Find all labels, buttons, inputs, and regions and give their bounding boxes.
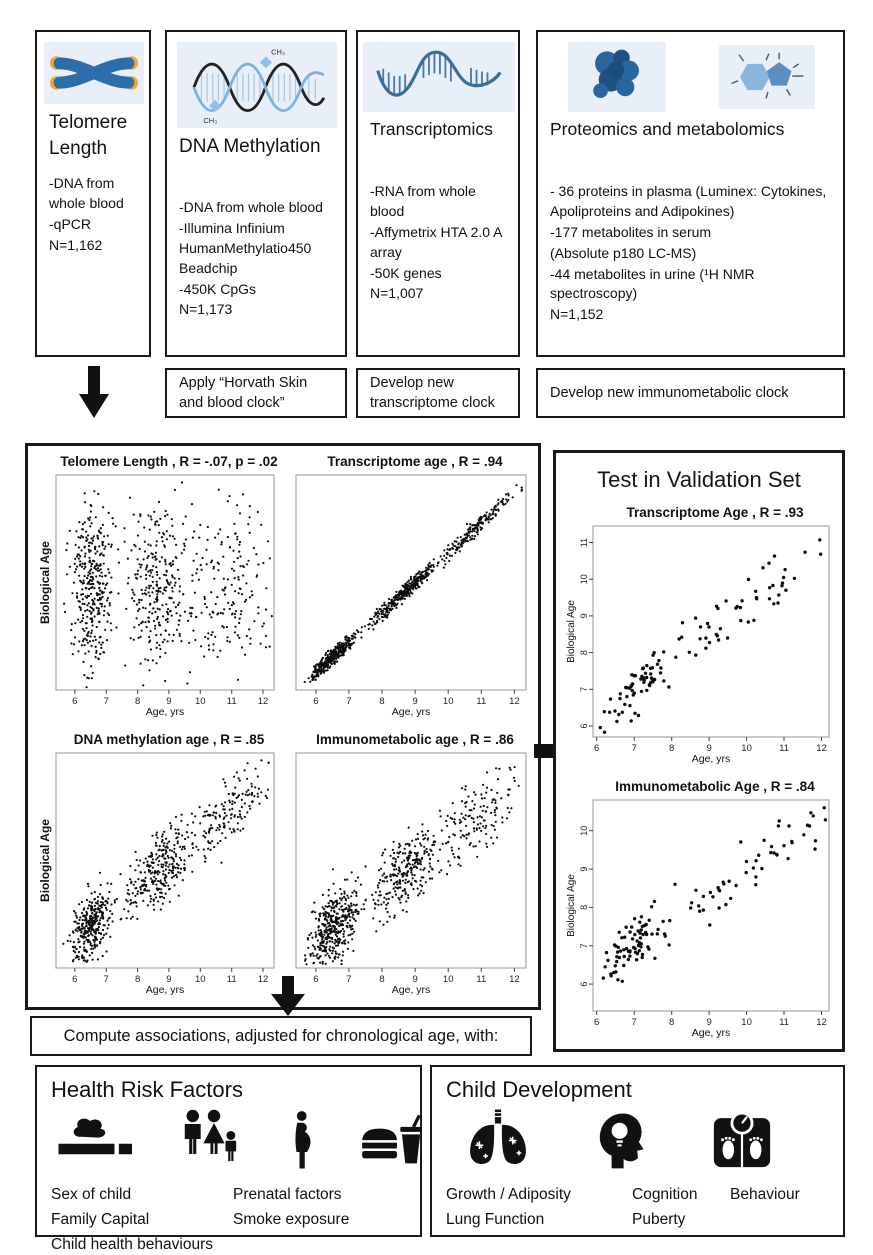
scatter-plot — [561, 797, 837, 1041]
detail-line: -DNA from whole blood — [179, 199, 323, 215]
development-item: Puberty — [632, 1210, 686, 1228]
lungs-icon — [462, 1108, 534, 1175]
validation-transcriptome-plot — [561, 505, 837, 772]
horvath-clock-box — [165, 368, 347, 418]
development-item: Lung Function — [446, 1210, 545, 1228]
protein-icon — [568, 42, 666, 112]
card-title: Proteomics and metabolomics — [550, 119, 785, 139]
svg-text:12: 12 — [257, 974, 269, 985]
detail-line: -Illumina Infinium HumanMethylatio450 Beadchip — [179, 219, 312, 276]
y-axis-label: Biological Age — [566, 600, 577, 663]
molecule-icon — [719, 45, 815, 109]
svg-text:CH₃: CH₃ — [203, 116, 218, 125]
detail-line: N=1,152 — [550, 306, 604, 323]
risk-factor-list — [233, 1183, 349, 1255]
card-title: Transcriptomics — [370, 119, 493, 139]
x-axis-label: Age, yrs — [391, 984, 431, 996]
dna-methylation-icon — [177, 42, 337, 128]
svg-text:10: 10 — [579, 574, 589, 585]
detail-line: -177 metabolites in serum — [550, 223, 712, 240]
clock-label: Develop new transcriptome clock — [370, 374, 495, 411]
svg-text:6: 6 — [313, 696, 319, 707]
pregnant-woman-icon — [289, 1110, 319, 1175]
svg-text:7: 7 — [579, 686, 589, 692]
plot-title: Transcriptome Age , R = .93 — [626, 505, 804, 520]
y-axis-label: Biological Age — [566, 874, 577, 937]
scatter-plot — [288, 750, 534, 998]
svg-text:6: 6 — [72, 696, 78, 707]
validation-panel-title: Test in Validation Set — [597, 467, 801, 492]
scatter-plot — [36, 472, 282, 720]
y-axis-label: Biological Age — [38, 541, 52, 624]
svg-text:8: 8 — [134, 974, 141, 985]
svg-text:10: 10 — [442, 974, 454, 985]
svg-text:6: 6 — [594, 1017, 600, 1028]
child-development-box — [430, 1065, 845, 1237]
detail-line: -qPCR — [49, 215, 92, 232]
detail-line: N=1,173 — [179, 301, 233, 318]
x-axis-label: Age, yrs — [391, 706, 431, 718]
svg-text:CH₃: CH₃ — [271, 47, 286, 57]
card-title: Telomere Length — [49, 112, 128, 159]
plot-title: DNA methylation age , R = .85 — [73, 732, 265, 747]
x-axis-label: Age, yrs — [145, 984, 185, 996]
svg-text:9: 9 — [166, 696, 172, 707]
cognition-head-icon — [594, 1106, 650, 1175]
detail-line: -50K genes — [370, 264, 442, 281]
risk-factor-item: Prenatal factors — [233, 1186, 342, 1203]
svg-text:11: 11 — [779, 1017, 789, 1028]
svg-text:9: 9 — [412, 696, 418, 707]
svg-text:7: 7 — [103, 696, 109, 707]
svg-text:6: 6 — [72, 974, 78, 985]
plot-title: Immunometabolic Age , R = .84 — [615, 779, 815, 794]
risk-factor-list — [51, 1183, 233, 1255]
validation-immunometabolic-plot — [561, 779, 837, 1046]
svg-text:11: 11 — [226, 974, 237, 985]
svg-text:6: 6 — [579, 723, 589, 729]
dna-methylation-card — [165, 30, 347, 357]
development-item: Growth / Adiposity — [446, 1186, 571, 1203]
svg-text:11: 11 — [476, 696, 487, 707]
svg-text:8: 8 — [379, 974, 385, 985]
detail-line: N=1,162 — [49, 236, 103, 253]
development-list — [632, 1183, 730, 1233]
svg-text:9: 9 — [706, 1017, 712, 1028]
svg-text:8: 8 — [579, 650, 589, 656]
dna-methylation-plot — [36, 732, 282, 1003]
detail-line: N=1,007 — [370, 285, 424, 302]
detail-line: -44 metabolites in urine (¹H NMR spectroscopy) — [550, 265, 755, 302]
plot-title: Telomere Length , R = -.07, p = .02 — [60, 454, 278, 469]
plot-title: Transcriptome age , R = .94 — [327, 454, 503, 469]
scatter-plot — [36, 750, 282, 998]
compute-associations-box — [30, 1016, 532, 1056]
x-axis-label: Age, yrs — [691, 753, 731, 765]
svg-text:7: 7 — [103, 974, 109, 985]
svg-text:10: 10 — [741, 743, 752, 754]
svg-text:10: 10 — [195, 696, 206, 707]
svg-text:8: 8 — [669, 1017, 675, 1028]
svg-text:10: 10 — [195, 974, 206, 985]
scatter-plot — [561, 523, 837, 767]
svg-text:12: 12 — [509, 696, 520, 707]
chromosome-icon — [44, 42, 144, 104]
svg-text:9: 9 — [166, 974, 172, 985]
validation-panel — [553, 450, 845, 1052]
svg-text:9: 9 — [579, 866, 589, 872]
transcriptome-clock-box — [356, 368, 520, 418]
family-icon — [177, 1108, 251, 1175]
weighing-scale-icon — [710, 1108, 774, 1175]
development-item: Behaviour — [730, 1186, 800, 1203]
svg-text:12: 12 — [816, 743, 827, 754]
risk-factor-item: Family Capital — [51, 1210, 150, 1228]
svg-text:11: 11 — [779, 743, 789, 754]
rna-icon — [363, 42, 515, 112]
svg-text:10: 10 — [741, 1017, 752, 1028]
x-axis-label: Age, yrs — [691, 1027, 731, 1039]
card-details — [550, 182, 833, 325]
immunometabolic-clock-box — [536, 368, 845, 418]
svg-text:7: 7 — [579, 943, 589, 949]
risk-factor-item: Sex of child — [51, 1186, 132, 1203]
clock-label: Apply “Horvath Skin and blood clock” — [179, 374, 308, 411]
risk-factor-item: Smoke exposure — [233, 1210, 350, 1228]
fast-food-icon — [357, 1112, 427, 1175]
svg-text:9: 9 — [412, 974, 418, 985]
plot-title: Immunometabolic age , R = .86 — [316, 732, 514, 747]
svg-text:9: 9 — [579, 613, 589, 619]
svg-text:7: 7 — [631, 743, 637, 754]
svg-text:8: 8 — [379, 696, 385, 707]
section-title: Child Development — [446, 1077, 632, 1102]
telomere-card — [35, 30, 151, 357]
x-axis-label: Age, yrs — [145, 706, 185, 718]
development-item: Cognition — [632, 1186, 698, 1203]
section-title: Health Risk Factors — [51, 1077, 243, 1102]
detail-line: -450K CpGs — [179, 280, 257, 297]
card-details — [49, 174, 139, 256]
scatter-plot — [288, 472, 534, 720]
development-list — [730, 1183, 800, 1233]
svg-text:8: 8 — [669, 743, 675, 754]
cigarette-icon — [55, 1114, 139, 1175]
svg-text:12: 12 — [257, 696, 269, 707]
svg-text:7: 7 — [346, 974, 352, 985]
svg-text:7: 7 — [631, 1017, 637, 1028]
transcriptome-plot — [288, 454, 534, 725]
immunometabolic-plot — [288, 732, 534, 1003]
svg-text:8: 8 — [134, 696, 141, 707]
detail-line: -Affymetrix HTA 2.0 A array — [370, 223, 502, 260]
svg-text:12: 12 — [509, 974, 520, 985]
y-axis-label: Biological Age — [38, 819, 52, 902]
transcriptomics-card — [356, 30, 520, 357]
down-arrow-icon — [270, 976, 306, 1016]
svg-text:8: 8 — [579, 904, 589, 910]
card-details — [370, 182, 508, 304]
proteomics-metabolomics-card — [536, 30, 845, 357]
down-arrow-icon — [78, 366, 110, 418]
card-details — [179, 198, 335, 320]
svg-text:7: 7 — [346, 696, 352, 707]
training-panel — [25, 443, 541, 1010]
card-title: DNA Methylation — [179, 136, 321, 157]
svg-text:10: 10 — [442, 696, 454, 707]
detail-line: -RNA from whole blood — [370, 183, 476, 219]
detail-line: -DNA from whole blood — [49, 175, 124, 211]
health-risk-factors-box — [35, 1065, 422, 1253]
compute-label: Compute associations, adjusted for chronological age, with: — [63, 1026, 499, 1045]
svg-text:9: 9 — [706, 743, 712, 754]
detail-line: - 36 proteins in plasma (Luminex: Cytokines, Apoliproteins and Adipokines) — [550, 183, 827, 219]
svg-text:6: 6 — [579, 981, 589, 987]
telomere-plot — [36, 454, 282, 725]
svg-text:6: 6 — [313, 974, 319, 985]
svg-text:11: 11 — [226, 696, 237, 707]
svg-text:12: 12 — [816, 1017, 827, 1028]
svg-text:11: 11 — [476, 974, 487, 985]
detail-line: (Absolute p180 LC-MS) — [550, 244, 697, 261]
clock-label: Develop new immunometabolic clock — [550, 384, 789, 401]
risk-factor-item: Child health behaviours — [51, 1235, 213, 1253]
svg-text:10: 10 — [579, 825, 589, 836]
svg-text:11: 11 — [579, 537, 589, 548]
development-list — [446, 1183, 632, 1233]
svg-text:6: 6 — [594, 743, 600, 754]
